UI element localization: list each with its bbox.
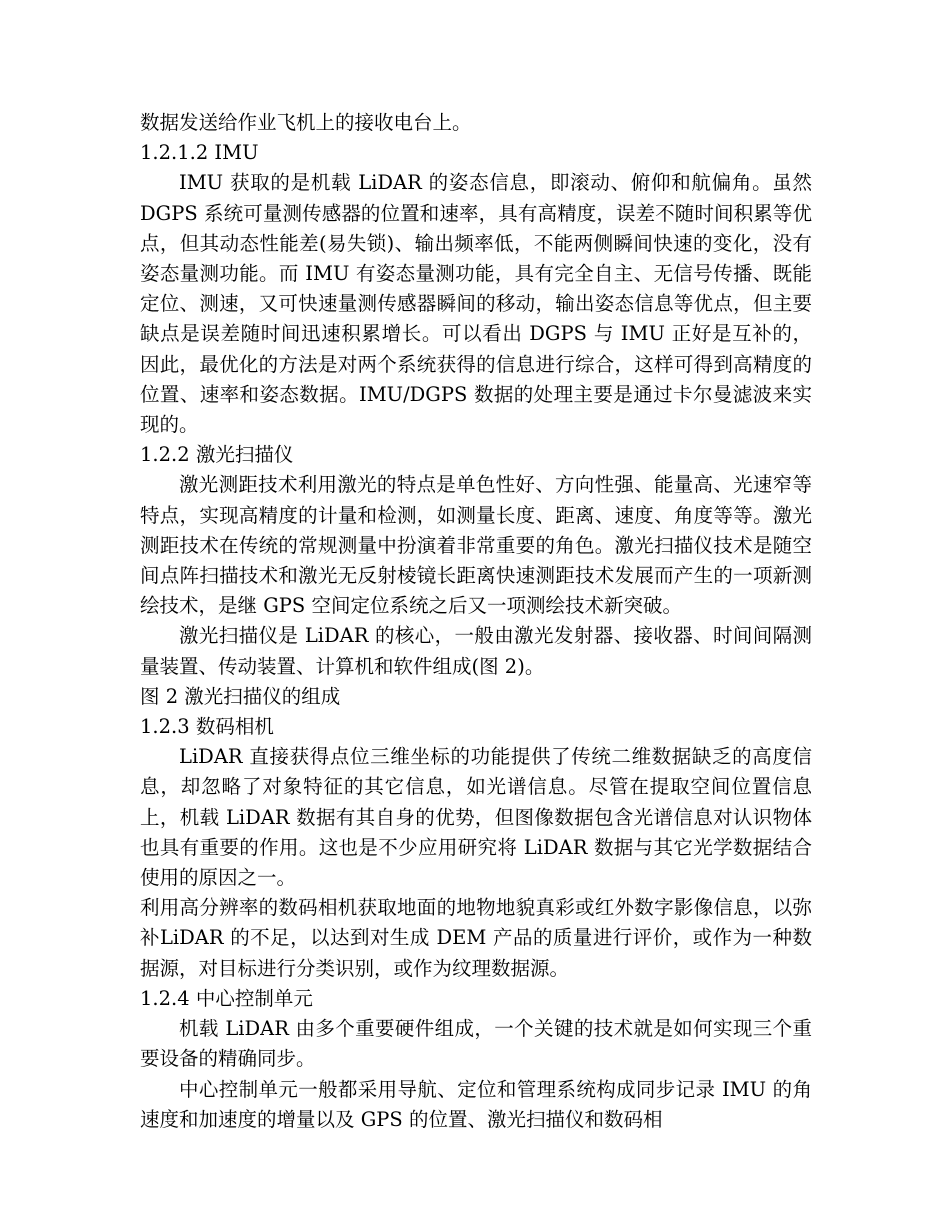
paragraph-continuation: 数据发送给作业飞机上的接收电台上。 [140, 111, 472, 134]
paragraph-lidar-spectral: LiDAR 直接获得点位三维坐标的功能提供了传统二维数据缺乏的高度信息，却忽略了对象特征的其它信息，如光谱信息。尽管在提取空间位置信息上，机载 LiDAR 数据有其自身的优势，但图像数据包含光谱信息对认识物体也具有重要的作用。这也是不少应用研究将 LiDAR 数据与其它光学数据结合使用的原因之一。 [140, 745, 812, 890]
paragraph-control-unit: 中心控制单元一般都采用导航、定位和管理系统构成同步记录 IMU 的角速度和加速度的增量以及 GPS 的位置、激光扫描仪和数码相 [140, 1077, 812, 1131]
paragraph-laser-scanner-components: 激光扫描仪是 LiDAR 的核心，一般由激光发射器、接收器、时间间隔测量装置、传动装置、计算机和软件组成(图 2)。 [140, 624, 812, 678]
paragraph-imu: IMU 获取的是机载 LiDAR 的姿态信息，即滚动、俯仰和航偏角。虽然 DGPS 系统可量测传感器的位置和速率，具有高精度，误差不随时间积累等优点，但其动态性能差(易失锁)、输出频率低，不能两侧瞬间快速的变化，没有姿态量测功能。而 IMU 有姿态量测功能，具有完全自主、无信号传播、既能定位、测速，又可快速量测传感器瞬间的移动，输出姿态信息等优点，但主要缺点是误差随时间迅速积累增长。可以看出 DGPS 与 IMU 正好是互补的，因此，最优化的方法是对两个系统获得的信息进行综合，这样可得到高精度的位置、速率和姿态数据。IMU/DGPS 数据的处理主要是通过卡尔曼滤波来实现的。 [140, 171, 812, 437]
paragraph-laser-ranging: 激光测距技术利用激光的特点是单色性好、方向性强、能量高、光速窄等特点，实现高精度的计量和检测，如测量长度、距离、速度、角度等等。激光测距技术在传统的常规测量中扮演着非常重要的角色。激光扫描仪技术是随空间点阵扫描技术和激光无反射棱镜长距离快速测距技术发展而产生的一项新测绘技术，是继 GPS 空间定位系统之后又一项测绘技术新突破。 [140, 473, 812, 618]
paragraph-camera-usage: 利用高分辨率的数码相机获取地面的地物地貌真彩或红外数字影像信息，以弥补LiDAR 的不足，以达到对生成 DEM 产品的质量进行评价，或作为一种数据源，对目标进行分类识别，或作为纹理数据源。 [140, 896, 812, 980]
figure-caption: 图 2 激光扫描仪的组成 [140, 684, 341, 708]
section-heading-control-unit: 1.2.4 中心控制单元 [140, 986, 313, 1010]
section-heading-laser-scanner: 1.2.2 激光扫描仪 [140, 443, 294, 467]
section-heading-digital-camera: 1.2.3 数码相机 [140, 715, 274, 739]
paragraph-synchronization: 机载 LiDAR 由多个重要硬件组成，一个关键的技术就是如何实现三个重要设备的精确同步。 [140, 1017, 812, 1071]
section-heading-imu: 1.2.1.2 IMU [140, 141, 259, 165]
document-page [140, 108, 812, 1135]
